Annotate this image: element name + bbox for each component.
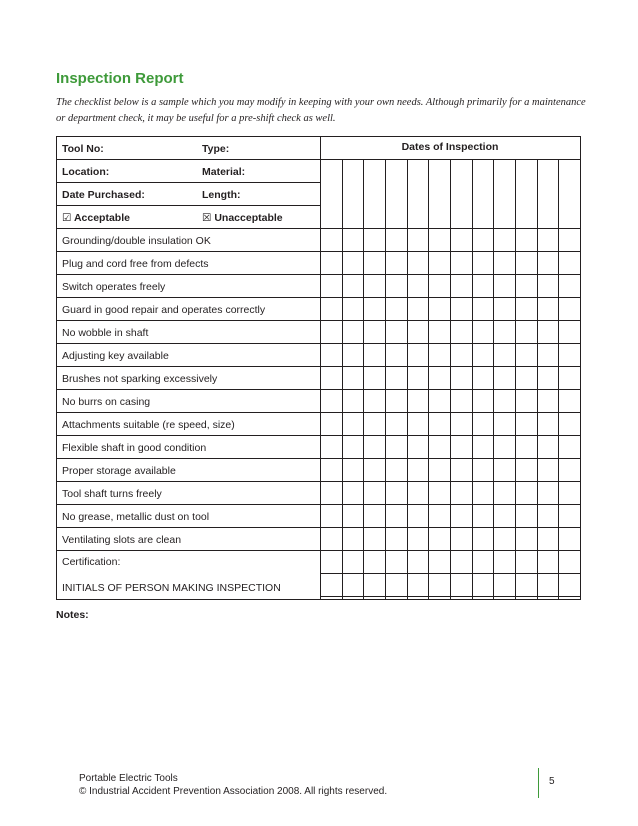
date-row-line — [320, 550, 580, 551]
checklist-item-label: Flexible shaft in good condition — [62, 442, 207, 454]
unacceptable-option[interactable] — [202, 212, 283, 224]
date-purchased-row[interactable] — [57, 183, 320, 206]
checklist-item-row[interactable] — [57, 482, 320, 505]
checklist-item-row[interactable] — [57, 505, 320, 528]
length-label: Length: — [202, 189, 241, 201]
date-row-line — [320, 527, 580, 528]
type-label: Type: — [202, 143, 230, 155]
material-label: Material: — [202, 166, 246, 178]
location-label: Location: — [62, 166, 110, 178]
checklist-item-label: Plug and cord free from defects — [62, 258, 209, 270]
checklist-item-row[interactable] — [57, 459, 320, 482]
acceptable-label: Acceptable — [73, 212, 130, 224]
date-column-line — [472, 160, 473, 599]
date-row-line — [320, 251, 580, 252]
acceptability-row — [57, 206, 320, 229]
dates-of-inspection-header: Dates of Inspection — [320, 137, 580, 160]
footer-copyright: © Industrial Accident Prevention Association 2008. All rights reserved. — [79, 786, 388, 797]
date-row-line — [320, 573, 580, 574]
notes-label: Notes: — [56, 609, 89, 621]
checklist-item-label: Adjusting key available — [62, 350, 169, 362]
checklist-item-label: No grease, metallic dust on tool — [62, 511, 210, 523]
date-row-line — [320, 458, 580, 459]
checklist-item-row[interactable] — [57, 367, 320, 390]
date-row-line — [320, 435, 580, 436]
location-row[interactable] — [57, 160, 320, 183]
date-row-line — [320, 297, 580, 298]
checklist-item-row[interactable] — [57, 229, 320, 252]
date-column-line — [363, 160, 364, 599]
date-row-line — [320, 366, 580, 367]
initials-label: INITIALS OF PERSON MAKING INSPECTION — [62, 582, 281, 594]
intro-text: The checklist below is a sample which you may modify in keeping with your own needs. Although primarily for a maintenance or department check, it may be useful for a pre-shift check as well. — [56, 97, 586, 124]
checklist-item-label: No burrs on casing — [62, 396, 151, 408]
checklist-item-row[interactable] — [57, 413, 320, 436]
checklist-item-row[interactable] — [57, 275, 320, 298]
date-column-line — [428, 160, 429, 599]
date-column-line — [450, 160, 451, 599]
date-column-line — [558, 160, 559, 599]
date-row-line — [320, 228, 580, 229]
footer — [79, 772, 387, 798]
checklist-item-label: Attachments suitable (re speed, size) — [62, 419, 235, 431]
checklist-item-row[interactable] — [57, 252, 320, 275]
date-row-line — [320, 320, 580, 321]
date-purchased-label: Date Purchased: — [62, 189, 145, 201]
tool-no-row[interactable] — [57, 137, 320, 160]
checklist-item-row[interactable] — [57, 436, 320, 459]
date-column-line — [407, 160, 408, 599]
date-row-line — [320, 412, 580, 413]
date-row-line — [320, 274, 580, 275]
checklist-item-label: No wobble in shaft — [62, 327, 149, 339]
date-column-line — [493, 160, 494, 599]
date-row-line — [320, 481, 580, 482]
inspection-table — [56, 136, 581, 600]
checklist-item-label: Brushes not sparking excessively — [62, 373, 218, 385]
checklist-item-row[interactable] — [57, 344, 320, 367]
checklist-item-row[interactable] — [57, 298, 320, 321]
date-row-line — [320, 596, 580, 597]
footer-title: Portable Electric Tools — [79, 773, 178, 784]
report-title: Inspection Report — [56, 70, 184, 87]
date-row-line — [320, 389, 580, 390]
date-column-line — [515, 160, 516, 599]
checklist-item-row[interactable] — [57, 390, 320, 413]
page-number: 5 — [549, 776, 555, 787]
checklist-item-label: Tool shaft turns freely — [62, 488, 162, 500]
unacceptable-label: Unacceptable — [214, 212, 283, 224]
checklist-item-label: Ventilating slots are clean — [62, 534, 182, 546]
acceptable-option[interactable] — [62, 212, 130, 224]
certification-label: Certification: — [62, 556, 121, 568]
date-column-line — [385, 160, 386, 599]
footer-divider — [538, 768, 539, 798]
date-row-line — [320, 343, 580, 344]
checklist-item-label: Guard in good repair and operates correctly — [62, 304, 266, 316]
certification-row[interactable] — [57, 551, 320, 599]
checklist-item-row[interactable] — [57, 528, 320, 551]
date-row-line — [320, 504, 580, 505]
crossed-box-icon: ☒ — [202, 212, 212, 224]
date-column-line — [342, 160, 343, 599]
checklist-item-label: Switch operates freely — [62, 281, 166, 293]
tool-no-label: Tool No: — [62, 143, 104, 155]
checklist-item-label: Proper storage available — [62, 465, 176, 477]
checklist-item-row[interactable] — [57, 321, 320, 344]
checklist-item-label: Grounding/double insulation OK — [62, 235, 211, 247]
date-column-line — [537, 160, 538, 599]
column-divider — [320, 137, 321, 599]
checked-box-icon: ☑ — [62, 212, 72, 224]
